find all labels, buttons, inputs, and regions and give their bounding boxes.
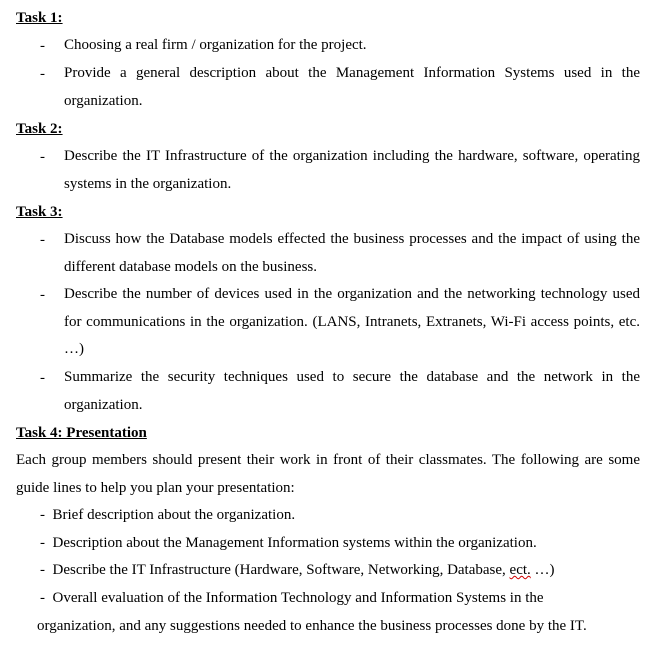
task-4-item-1 [40, 502, 640, 530]
task-3-bullet-3: Summarize the security techniques used to secure the database and the network in the organization. [64, 369, 640, 413]
task-4-item-4 [40, 585, 640, 613]
task-1-bullet-2: Provide a general description about the Management Information Systems used in the organization. [64, 65, 640, 109]
bullet-marker: - [40, 507, 45, 523]
bullet-marker: - [40, 149, 45, 165]
task-4-heading: Task 4: Presentation [16, 425, 147, 441]
bullet-marker: - [40, 232, 45, 248]
task-4-item-1-text: Brief description about the organization. [52, 507, 296, 523]
bullet-marker: - [40, 38, 45, 54]
task-4-item-2 [40, 530, 640, 558]
task-2-heading: Task 2: [16, 121, 63, 137]
bullet-marker: - [40, 590, 45, 606]
bullet-marker: - [40, 535, 45, 551]
task-3-heading: Task 3: [16, 204, 63, 220]
spelling-error-word: ect. [509, 562, 531, 578]
task-4-item-4-continuation: organization, and any suggestions needed to enhance the business processes done by the IT. [37, 618, 587, 634]
task-2-bullet-1: Describe the IT Infrastructure of the organization including the hardware, software, operating systems in the organization. [64, 148, 640, 192]
task-3-bullet-2: Describe the number of devices used in the organization and the networking technology used for communications in the organization. (LANS, Intranets, Extranets, Wi-Fi access points, etc. …) [64, 286, 640, 357]
bullet-marker: - [40, 287, 45, 303]
task-1-heading: Task 1: [16, 10, 63, 26]
task-4-item-3 [40, 557, 640, 585]
bullet-marker: - [40, 66, 45, 82]
task-1-bullet-1: Choosing a real firm / organization for the project. [64, 37, 367, 53]
task-4-item-3-tail: …) [530, 562, 555, 578]
task-4-item-2-text: Description about the Management Information systems within the organization. [52, 535, 537, 551]
bullet-marker: - [40, 370, 45, 386]
bullet-marker: - [40, 562, 45, 578]
task-3-bullet-1: Discuss how the Database models effected the business processes and the impact of using the different database models on the business. [64, 231, 640, 275]
task-4-item-3-text: Describe the IT Infrastructure (Hardware, Software, Networking, Database, [52, 562, 510, 578]
task-4-item-4-text: Overall evaluation of the Information Technology and Information Systems in the [52, 590, 544, 606]
task-4-intro-paragraph: Each group members should present their work in front of their classmates. The following are some guide lines to help you plan your presentation: [16, 452, 640, 496]
